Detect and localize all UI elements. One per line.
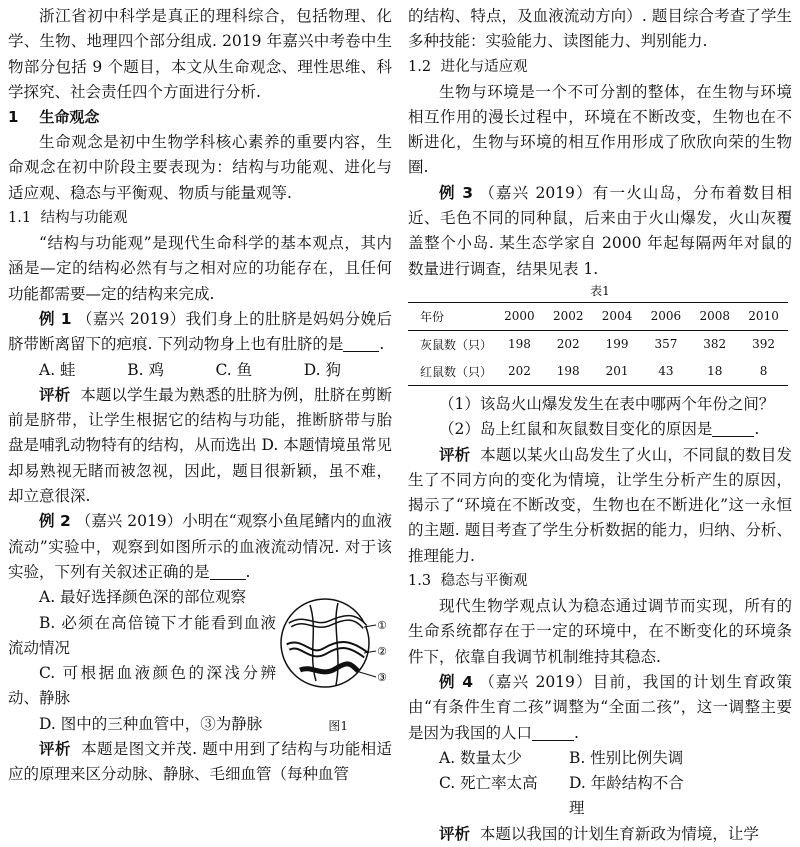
- table-header-cell: 2002: [544, 302, 593, 330]
- section-1-3-text: 现代生物学观点认为稳态通过调节而实现，所有的生命系统都存在于一定的环境中，在不断变化的环境条件下，依靠自我调节机制维持其稳态.: [408, 597, 792, 666]
- example-4-text: （嘉兴 2019）目前，我国的计划生育政策由“有条件生育二孩”调整为“全面二孩”，这一调整主要是因为我国的人口: [408, 672, 793, 742]
- example-1-label: 例 1: [39, 309, 72, 328]
- table-row: [408, 330, 788, 358]
- analysis-3: [408, 443, 792, 569]
- example-2: [8, 509, 392, 585]
- example-4-label: 例 4: [439, 672, 474, 691]
- analysis-4-text: 本题以我国的计划生育新政为情境，让学: [479, 824, 759, 843]
- question-2-end: .: [754, 420, 760, 439]
- table-cell: 202: [495, 358, 544, 386]
- analysis-3-label: 评析: [439, 445, 471, 464]
- analysis-4-label: 评析: [439, 824, 471, 843]
- question-2-text: （2）岛上红鼠和灰鼠数目变化的原因是: [439, 420, 713, 439]
- section-1-3-number: 1.3: [408, 573, 432, 590]
- figure-label-1: ①: [377, 619, 387, 633]
- answer-blank: [532, 724, 574, 741]
- analysis-2-label: 评析: [39, 740, 71, 759]
- section-1-2-text: 生物与环境是一个不可分割的整体，在生物与环境相互作用的漫长过程中，环境在不断改变，生物也在不断进化，生物与环境的相互作用形成了欣欣向荣的生物圈.: [408, 82, 792, 177]
- choice-c: C. 死亡率太高: [439, 774, 538, 793]
- example-4-choices-row-1: [408, 746, 792, 771]
- example-4-end: .: [574, 723, 579, 742]
- section-1-text: 生命观念是初中生物学科核心素养的重要内容，生命观念在初中阶段主要表现为：结构与功能观、进化与适应观、稳态与平衡观、物质与能量观等.: [8, 133, 392, 202]
- analysis-1: [8, 383, 392, 509]
- table-header-cell: 年份: [408, 302, 495, 330]
- choice-a: A. 蛙: [39, 360, 76, 379]
- example-1-choices: [8, 358, 392, 383]
- table-cell: 201: [593, 358, 642, 386]
- table-cell: 198: [544, 358, 593, 386]
- option-a: A. 最好选择颜色深的部位观察: [39, 588, 247, 607]
- section-1-2-title: 进化与适应观: [440, 58, 528, 75]
- section-1-2-heading: [408, 55, 792, 80]
- table-cell: 357: [654, 337, 678, 352]
- example-3-label: 例 3: [439, 183, 474, 202]
- question-1: （1）该岛火山爆发发生在表中哪两个年份之间？: [439, 394, 775, 413]
- analysis-1-text: 本题以学生最为熟悉的肚脐为例，肚脐在剪断前是脐带，让学生根据它的结构与功能，推断脐带与胎盘是哺乳动物特有的结构，从而选出 D. 本题情境虽常见却易熟视无睹而被忽视，因此，题目很新颖，虽不难，却立意很深.: [8, 385, 392, 506]
- example-4-choices-row-2: [408, 771, 792, 822]
- option-d: D. 图中的三种血管中，③为静脉: [39, 714, 263, 733]
- section-1-3-heading: [408, 569, 792, 594]
- option-b: B. 必须在高倍镜下才能看到血液流动情况: [8, 613, 276, 657]
- example-2-text: （嘉兴 2019）小明在“观察小鱼尾鳍内的血液流动”实验中，观察到如图所示的血液流动情况. 对于该实验，下列有关叙述正确的是: [8, 512, 392, 581]
- table-cell: 198: [507, 337, 531, 352]
- choice-d: D. 狗: [303, 360, 341, 379]
- table-header-cell: 2006: [641, 302, 690, 330]
- analysis-1-label: 评析: [39, 385, 71, 404]
- example-2-label: 例 2: [39, 512, 71, 531]
- blood-vessel-figure: [280, 585, 390, 713]
- choice-c: C. 鱼: [215, 360, 253, 379]
- table-header-row: [408, 302, 788, 330]
- choice-b: B. 性别比例失调: [569, 748, 684, 767]
- analysis-4: [408, 822, 792, 847]
- answer-blank: [712, 421, 754, 438]
- option-c: C. 可根据血液颜色的深浅分辨动、静脉: [8, 664, 276, 708]
- table-header-cell: 2004: [593, 302, 642, 330]
- table-cell: 红鼠数（只）: [408, 358, 495, 386]
- answer-blank: [210, 563, 246, 580]
- example-2-end: .: [245, 562, 251, 581]
- table-header-cell: 2000: [495, 302, 544, 330]
- example-1-end: .: [379, 335, 385, 354]
- table-cell: 18: [690, 358, 739, 386]
- example-3-text: （嘉兴 2019）有一火山岛，分布着数目相近、毛色不同的同种鼠，后来由于火山爆发，火山灰覆盖整个小岛. 某生态学家自 2000 年起每隔两年对鼠的数量进行调查，结果见表 1.: [408, 183, 793, 278]
- table-header-cell: 2008: [690, 302, 739, 330]
- table-caption: 表1: [590, 283, 610, 298]
- section-1-1-text: “结构与功能观”是现代生命科学的基本观点，其内涵是—定的结构必然有与之相对应的功能存在，且任何功能都需要—定的结构来完成.: [8, 234, 392, 303]
- right-column: [408, 4, 792, 847]
- figure-label-3: ③: [377, 671, 387, 685]
- figure-caption: 图1: [328, 719, 348, 734]
- analysis-2-continued: 的结构、特点，及血液流动方向）. 题目综合考查了学生多种技能：实验能力、读图能力、判别能力.: [408, 7, 792, 51]
- choice-b: B. 鸡: [127, 360, 164, 379]
- section-1-1-title: 结构与功能观: [40, 210, 128, 227]
- example-3: [408, 181, 792, 282]
- table-cell: 199: [605, 337, 629, 352]
- table-cell: 灰鼠数（只）: [420, 337, 493, 352]
- figure-label-2: ②: [377, 645, 387, 659]
- example-4: [408, 670, 792, 746]
- mouse-count-table: [408, 302, 788, 386]
- section-1-number: 1: [8, 108, 19, 127]
- choice-d: D. 年龄结构不合理: [569, 774, 684, 818]
- section-1-1-heading: [8, 206, 392, 231]
- table-header-cell: 2010: [739, 302, 788, 330]
- section-1-title: 生命观念: [39, 108, 100, 127]
- choice-a: A. 数量太少: [439, 748, 523, 767]
- section-1-1-number: 1.1: [8, 210, 32, 227]
- table-cell: 8: [739, 358, 788, 386]
- question-2: [408, 417, 792, 442]
- analysis-3-text: 本题以某火山岛发生了火山，不同鼠的数目发生了不同方向的变化为情境，让学生分析产生的原因，揭示了“环境在不断改变，生物也在不断进化”这一永恒的主题. 题目考查了学生分析数据的能力，归纳、分析、推理能力.: [408, 445, 792, 565]
- table-cell: 382: [703, 337, 727, 352]
- section-1-3-title: 稳态与平衡观: [440, 573, 528, 590]
- table-cell: 43: [641, 358, 690, 386]
- table-row: [408, 358, 788, 386]
- analysis-2-text: 本题是图文并茂. 题中用到了结构与功能相适应的原理来区分动脉、静脉、毛细血管（每种血管: [8, 740, 392, 784]
- left-column: [8, 4, 392, 788]
- table-cell: 392: [752, 337, 776, 352]
- intro-paragraph: 浙江省初中科学是真正的理科综合，包括物理、化学、生物、地理四个部分组成. 2019 年嘉兴中考卷中生物部分包括 9 个题目，本文从生命观念、理性思维、科学探究、社会责任四个方面进行分析.: [8, 7, 392, 101]
- section-1-heading: [8, 105, 392, 130]
- example-1: [8, 307, 392, 358]
- table-cell: 202: [556, 337, 580, 352]
- section-1-2-number: 1.2: [408, 58, 432, 75]
- answer-blank: [343, 336, 379, 353]
- example-1-text: （嘉兴 2019）我们身上的肚脐是妈妈分娩后脐带断离留下的疤痕. 下列动物身上也有肚脐的是: [8, 309, 393, 354]
- analysis-2: [8, 737, 392, 788]
